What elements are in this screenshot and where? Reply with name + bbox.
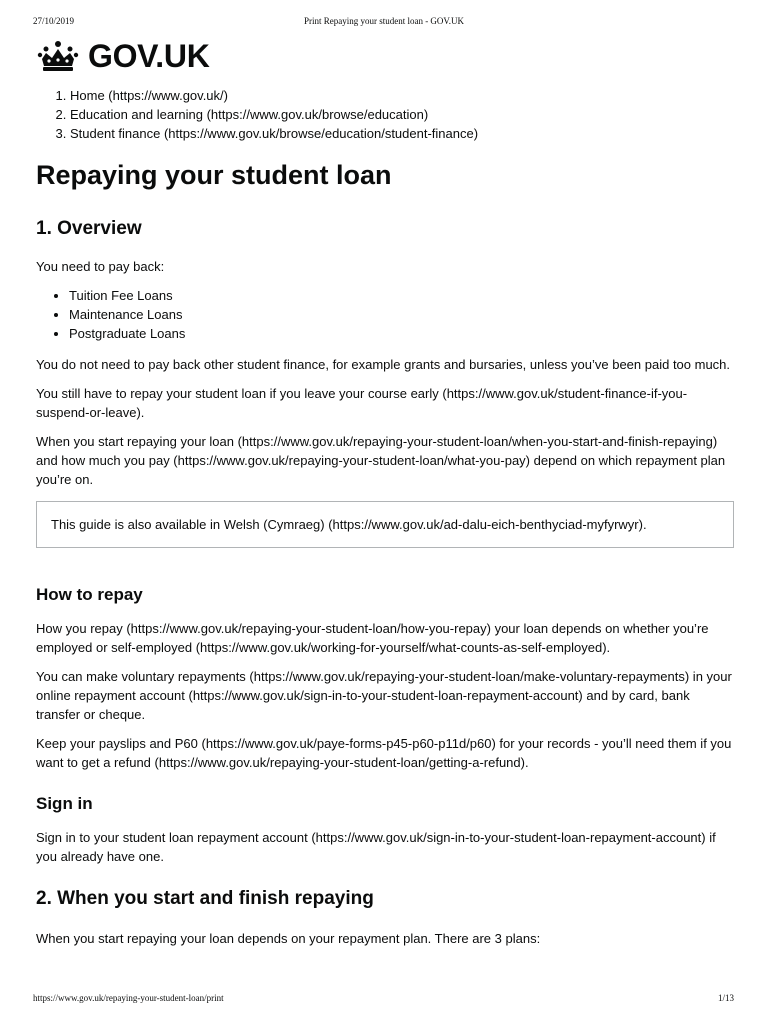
breadcrumb-item-education[interactable]: 2. Education and learning (https://www.gov.uk/browse/education) (70, 105, 478, 124)
how-to-repay-paragraph-payslips[interactable]: Keep your payslips and P60 (https://www.gov.uk/paye-forms-p45-p60-p11d/p60) for your records - you’ll need them if you want to get a refund (https://www.gov.uk/repaying-your-student-loan/getting-a-refund). (36, 736, 732, 770)
print-url: https://www.gov.uk/repaying-your-student-loan/print (33, 993, 224, 1003)
how-to-repay-paragraph-employed[interactable]: How you repay (https://www.gov.uk/repaying-your-student-loan/how-you-repay) your loan depends on whether you’re employed or self-employed (https://www.gov.uk/working-for-yourself/what-counts-as-self-employed). (36, 621, 709, 655)
welsh-guide-callout[interactable]: This guide is also available in Welsh (Cymraeg) (https://www.gov.uk/ad-dalu-eich-benthyciad-myfyrwyr). (36, 501, 734, 548)
overview-heading: 1. Overview (36, 218, 142, 239)
print-date: 27/10/2019 (33, 16, 75, 26)
loan-types-list (36, 286, 736, 343)
list-item: • Maintenance Loans (69, 305, 736, 324)
page-title: Repaying your student loan (36, 160, 392, 190)
overview-paragraph-leave-early[interactable]: You still have to repay your student loan if you leave your course early (https://www.gov.uk/student-finance-if-you-suspend-or-leave). (36, 386, 688, 420)
print-header (0, 16, 768, 30)
print-title: Print Repaying your student loan - GOV.UK (303, 16, 465, 26)
sign-in-heading: Sign in (36, 794, 93, 813)
print-footer (0, 993, 768, 1007)
overview-paragraph-repayment-plan[interactable]: When you start repaying your loan (https://www.gov.uk/repaying-your-student-loan/when-you-start-and-finish-repaying) and how much you pay (https://www.gov.uk/repaying-your-student-loan/what-you-pay) depend on which repayment plan you’re on. (36, 434, 726, 487)
breadcrumb (36, 86, 478, 143)
start-finish-paragraph: When you start repaying your loan depends on your repayment plan. There are 3 plans: (36, 931, 541, 946)
govuk-logo[interactable] (36, 36, 210, 76)
breadcrumb-item-student-finance[interactable]: 3. Student finance (https://www.gov.uk/browse/education/student-finance) (70, 124, 478, 143)
breadcrumb-item-home[interactable]: 1. Home (https://www.gov.uk/) (70, 86, 478, 105)
list-item: • Tuition Fee Loans (69, 286, 736, 305)
overview-paragraph-grants: You do not need to pay back other student finance, for example grants and bursaries, unless you’ve been paid too much. (36, 357, 731, 372)
start-finish-heading: 2. When you start and finish repaying (36, 888, 374, 909)
how-to-repay-heading: How to repay (36, 585, 143, 604)
how-to-repay-paragraph-voluntary[interactable]: You can make voluntary repayments (https://www.gov.uk/repaying-your-student-loan/make-voluntary-repayments) in your online repayment account (https://www.gov.uk/sign-in-to-your-student-loan-repayment-account) and by card, bank transfer or cheque. (36, 669, 732, 722)
page-number: 1/13 (717, 993, 734, 1003)
overview-intro: You need to pay back: (36, 259, 165, 274)
crown-icon (36, 39, 80, 73)
main-content (36, 150, 736, 958)
sign-in-paragraph[interactable]: Sign in to your student loan repayment account (https://www.gov.uk/sign-in-to-your-student-loan-repayment-account) if you already have one. (36, 830, 716, 864)
list-item: • Postgraduate Loans (69, 324, 736, 343)
logo-text: GOV.UK (88, 37, 210, 74)
